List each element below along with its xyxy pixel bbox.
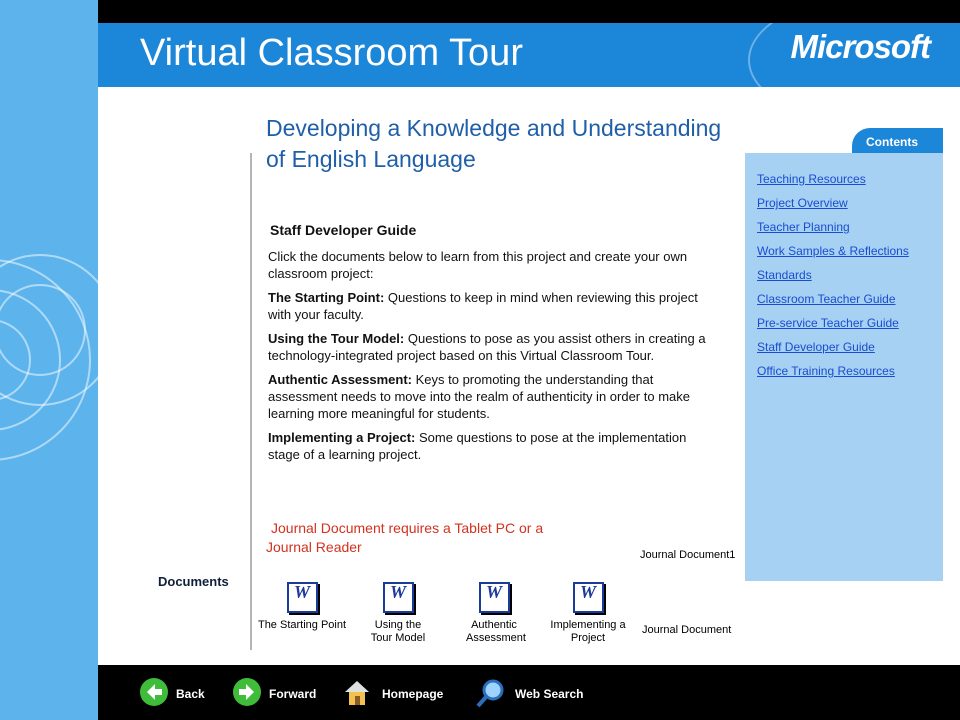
contents-link-teacher-planning[interactable]: Teacher Planning: [757, 220, 850, 234]
microsoft-logo: Microsoft: [790, 28, 930, 65]
web-search-button[interactable]: [475, 678, 590, 708]
back-arrow-icon: [140, 678, 168, 706]
documents-label: Documents: [158, 574, 229, 589]
contents-link-classroom-teacher-guide[interactable]: Classroom Teacher Guide: [757, 292, 896, 306]
forward-label: Forward: [269, 687, 317, 701]
guide-item-label: Authentic Assessment:: [268, 372, 412, 387]
word-icon-letter: W: [293, 582, 310, 602]
doc-label: Authentic Assessment: [466, 619, 526, 644]
doc-implementing-a-project[interactable]: [538, 580, 638, 645]
left-decoration: [0, 0, 98, 720]
contents-item: [757, 219, 943, 235]
word-document-icon: [573, 582, 604, 613]
doc-using-the-tour-model[interactable]: [350, 580, 446, 645]
word-icon-letter: W: [389, 582, 406, 602]
header-banner: [98, 23, 960, 87]
journal-document-link[interactable]: Journal Document: [642, 624, 732, 636]
page-title: Developing a Knowledge and Understanding of English Language: [266, 115, 722, 172]
contents-item: [757, 267, 943, 283]
forward-button[interactable]: [233, 678, 325, 708]
contents-item: [757, 315, 943, 331]
doc-authentic-assessment[interactable]: [444, 580, 544, 645]
contents-link-standards[interactable]: Standards: [757, 268, 812, 282]
back-label: Back: [176, 687, 205, 701]
guide-heading: Staff Developer Guide: [270, 222, 417, 238]
content-divider: [250, 153, 252, 650]
guide-item: [268, 429, 708, 463]
contents-item: [757, 363, 943, 379]
word-document-icon: [479, 582, 510, 613]
magnifier-icon: [475, 678, 503, 706]
guide-section: [268, 222, 708, 470]
contents-item: [757, 291, 943, 307]
contents-link-project-overview[interactable]: Project Overview: [757, 196, 848, 210]
doc-label: Implementing a Project: [550, 619, 626, 644]
guide-item: [268, 330, 708, 364]
contents-item: [757, 195, 943, 211]
contents-item: [757, 243, 943, 259]
guide-item-text: Some questions to pose at the implementation stage of a learning project.: [268, 430, 687, 462]
word-icon-letter: W: [485, 582, 502, 602]
guide-item-text: Questions to pose as you assist others in creating a technology-integrated project based on this Virtual Classroom Tour.: [268, 331, 706, 363]
homepage-label: Homepage: [382, 687, 444, 701]
contents-list: [745, 153, 943, 379]
journal-note-line: Journal Reader: [266, 539, 362, 555]
contents-item: [757, 171, 943, 187]
back-button[interactable]: [140, 678, 210, 708]
site-title: Virtual Classroom Tour: [140, 32, 523, 74]
contents-link-office-training-resources[interactable]: Office Training Resources: [757, 364, 895, 378]
contents-tab: [852, 128, 943, 153]
guide-item-text: Keys to promoting the understanding that assessment needs to move into the realm of authenticity in order to make learning more meaningful for students.: [268, 372, 690, 421]
doc-the-starting-point[interactable]: [252, 580, 352, 632]
doc-label: The Starting Point: [257, 619, 347, 631]
guide-item: [268, 371, 708, 422]
top-bar: [98, 0, 960, 23]
contents-item: [757, 339, 943, 355]
contents-link-staff-developer-guide[interactable]: Staff Developer Guide: [757, 340, 875, 354]
guide-intro: Click the documents below to learn from this project and create your own classroom project:: [268, 249, 688, 281]
guide-item-label: Implementing a Project:: [268, 430, 416, 445]
doc-label: Using the Tour Model: [370, 619, 426, 644]
journal-requirement-note: [266, 519, 596, 557]
word-document-icon: [383, 582, 414, 613]
ring-decoration: [0, 0, 98, 720]
guide-item-text: Questions to keep in mind when reviewing this project with your faculty.: [268, 290, 698, 322]
house-icon: [342, 678, 370, 706]
guide-item: [268, 289, 708, 323]
guide-item-label: Using the Tour Model:: [268, 331, 405, 346]
word-document-icon: [287, 582, 318, 613]
word-icon-letter: W: [579, 582, 596, 602]
homepage-button[interactable]: [342, 678, 450, 708]
journal-note-line: Journal Document requires a Tablet PC or a: [271, 520, 544, 536]
web-search-label: Web Search: [515, 687, 584, 701]
contents-link-teaching-resources[interactable]: Teaching Resources: [757, 172, 866, 186]
forward-arrow-icon: [233, 678, 261, 706]
contents-link-work-samples[interactable]: Work Samples & Reflections: [757, 244, 909, 258]
contents-link-preservice-teacher-guide[interactable]: Pre-service Teacher Guide: [757, 316, 899, 330]
contents-tab-label: Contents: [866, 135, 918, 149]
journal-document1-link[interactable]: Journal Document1: [640, 549, 736, 561]
contents-panel: [745, 153, 943, 581]
guide-item-label: The Starting Point:: [268, 290, 385, 305]
